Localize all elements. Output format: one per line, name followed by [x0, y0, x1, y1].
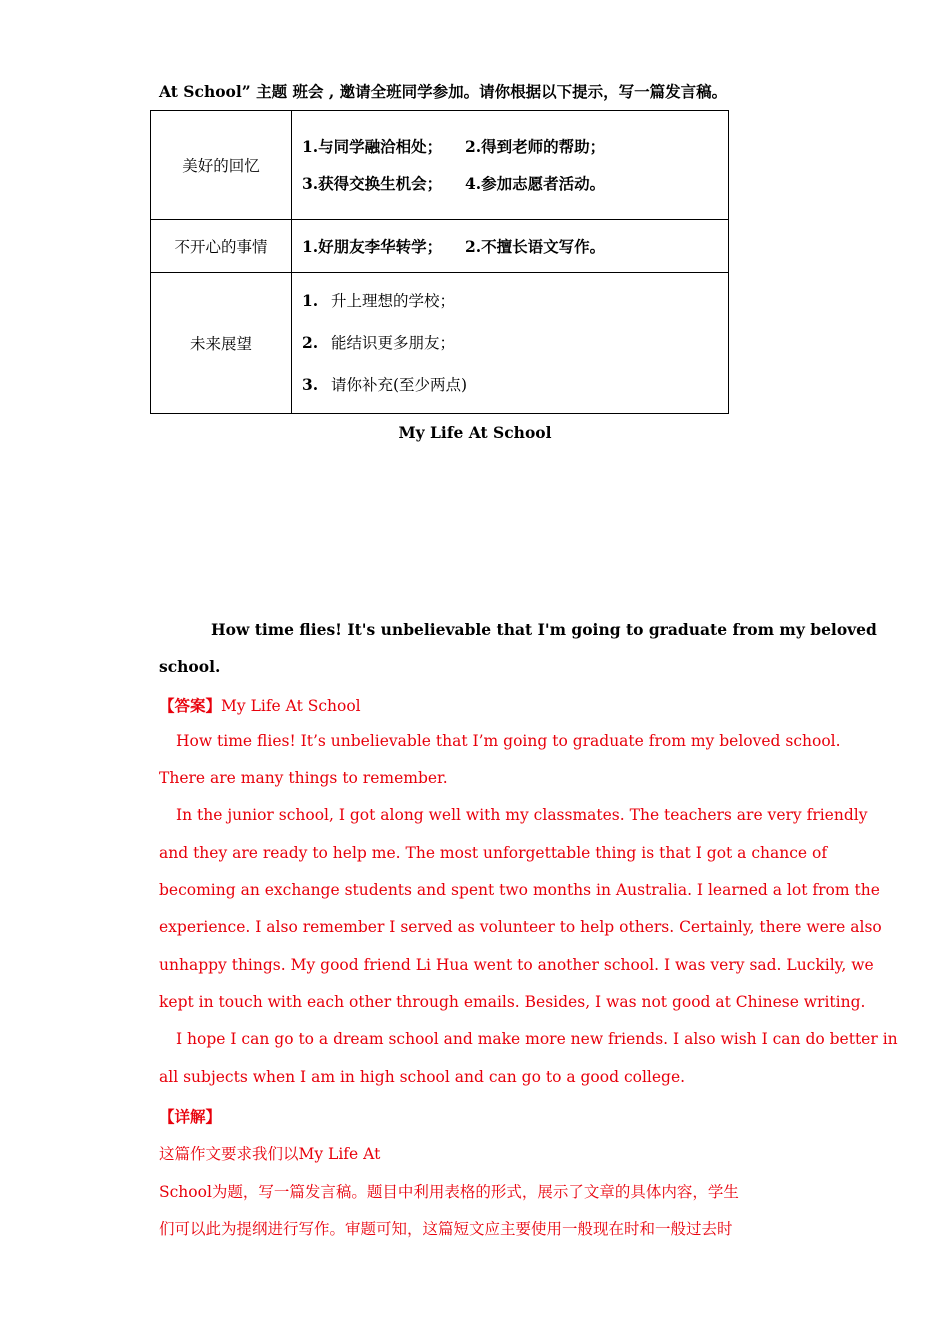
list-item: 2. 能结识更多朋友；	[302, 333, 456, 352]
answer-line: unhappy things. My good friend Li Hua went to another school. I was very sad. Luckily, we	[159, 956, 874, 974]
answer-line: In the junior school, I got along well with my classmates. The teachers are very friendly	[176, 806, 868, 824]
answer-line: kept in touch with each other through emails. Besides, I was not good at Chinese writing.	[159, 993, 866, 1011]
table-row	[151, 273, 729, 414]
answer-line: There are many things to remember.	[159, 769, 448, 787]
row-label: 不开心的事情	[151, 220, 292, 273]
point: 1.与同学融洽相处；	[302, 137, 443, 156]
list-item: 3. 请你补充(至少两点)	[302, 375, 468, 394]
table-row	[151, 111, 729, 220]
essay-title: My Life At School	[398, 423, 552, 442]
answer-line: becoming an exchange students and spent two months in Australia. I learned a lot from the	[159, 881, 880, 899]
opening-line: school.	[159, 657, 221, 676]
answer-line: How time flies! It’s unbelievable that I’m going to graduate from my beloved school.	[176, 732, 841, 750]
answer-line: I hope I can go to a dream school and make more new friends. I also wish I can do better in	[176, 1030, 898, 1048]
point: 2.不擅长语文写作。	[465, 236, 606, 256]
analysis-line: 们可以此为提纲进行写作。审题可知，这篇短文应主要使用一般现在时和一般过去时	[159, 1220, 733, 1238]
point: 3.获得交换生机会；	[302, 174, 443, 193]
answer-tag: 【答案】	[159, 696, 222, 715]
table-row	[151, 220, 729, 273]
point: 2.得到老师的帮助；	[465, 137, 606, 156]
answer-line: experience. I also remember I served as volunteer to help others. Certainly, there were also	[159, 918, 882, 936]
answer-heading	[159, 694, 361, 716]
analysis-line: 这篇作文要求我们以My Life At	[159, 1145, 381, 1163]
row-label: 未来展望	[151, 273, 292, 414]
row-content	[292, 273, 729, 414]
answer-line: all subjects when I am in high school and can go to a good college.	[159, 1068, 686, 1086]
outline-table	[150, 110, 729, 414]
answer-title: My Life At School	[221, 697, 361, 715]
intro-text: At School” 主题 班会 , 邀请全班同学参加。请你根据以下提示，写一篇发言稿。	[159, 82, 728, 101]
row-content	[292, 111, 729, 220]
point: 1.好朋友李华转学；	[302, 236, 443, 256]
point: 4.参加志愿者活动。	[465, 174, 606, 193]
analysis-line: School为题，写一篇发言稿。题目中利用表格的形式，展示了文章的具体内容，学生	[159, 1183, 739, 1201]
answer-line: and they are ready to help me. The most unforgettable thing is that I got a chance of	[159, 844, 828, 862]
opening-line: How time flies! It's unbelievable that I'm going to graduate from my beloved	[211, 620, 877, 639]
row-label: 美好的回忆	[151, 111, 292, 220]
row-content	[292, 220, 729, 273]
analysis-tag: 【详解】	[159, 1107, 222, 1126]
list-item: 1. 升上理想的学校；	[302, 291, 456, 310]
